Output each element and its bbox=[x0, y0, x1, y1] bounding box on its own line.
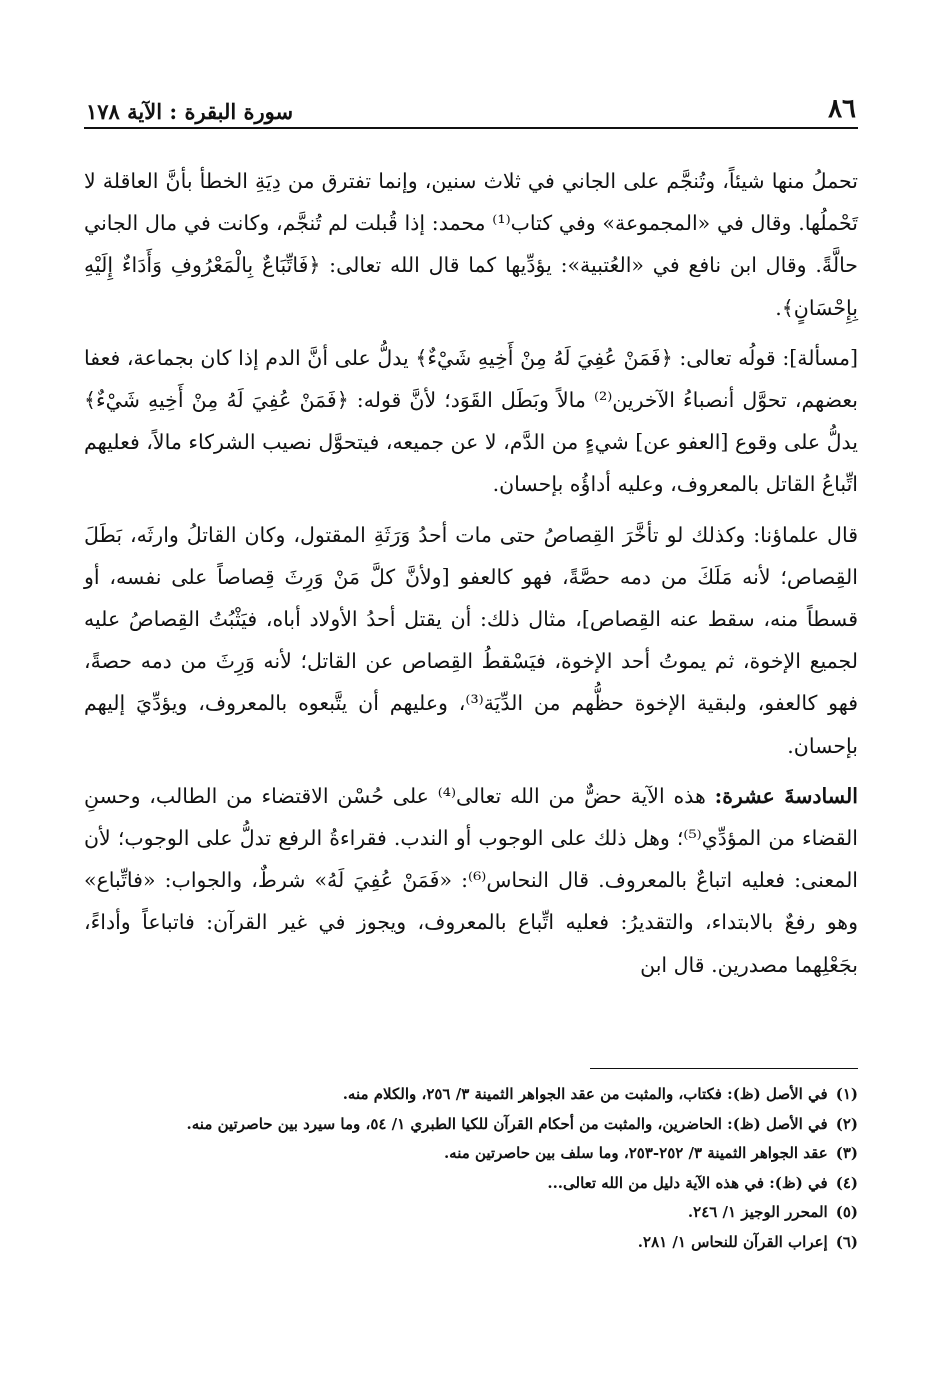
footnote-text: عقد الجواهر الثمينة ٣/ ٢٥٢-٢٥٣، وما سلف بين حاصرتين منه. bbox=[443, 1144, 828, 1162]
paragraph-1: تحملُ منها شيئاً، وتُنجَّم على الجاني في ثلاث سنين، وإنما تفترق من دِيَةِ الخطأ بأنَّ العاقلة لا تَحْملُها. وقال في «المجموعة» وفي كتاب⁽¹⁾ محمد: إذا قُبلت لم تُنجَّم، وكانت في مال الجاني حالَّةً. وقال ابن نافع في «العُتبية»: يؤدِّيها كما قال الله تعالى: ﴿فَاتِّبَاعٌ بِالْمَعْرُوفِ وَأَدَاءٌ إِلَيْهِ بِإِحْسَانٍ﴾. bbox=[84, 169, 859, 320]
paragraph-3: قال علماؤنا: وكذلك لو تأخَّرَ القِصاصُ حتى مات أحدُ وَرَثَةِ المقتول، وكان القاتلُ وارثَه، بَطَلَ القِصاص؛ لأنه مَلَكَ من دمه حصَّةً، فهو كالعفو [ولأنَّ كلَّ مَنْ وَرِثَ قِصاصاً على نفسه، أو قسطاً منه، سقط عنه القِصاص]، مثال ذلك: أن يقتل أحدُ الأولاد أباه، فيَثْبُتُ القِصاصُ عليه لجميع الإخوة، ثم يموتُ أحد الإخوة، فيَسْقطُ القِصاص عن القاتل؛ لأنه وَرِثَ من دمه حصةً، فهو كالعفو، ولبقية الإخوة حظُّهم من الدِّيَة⁽³⁾، وعليهم أن يتَّبعوه بالمعروف، ويؤدِّيَ إليهم بإحسان. bbox=[84, 522, 859, 758]
page-number: ٨٦ bbox=[828, 94, 856, 124]
footnote-text: في (ظ): في هذه الآية دليل من الله تعالى... bbox=[547, 1173, 828, 1192]
section-heading: السادسةَ عشرة: bbox=[714, 783, 858, 808]
footnote-number: (٤) bbox=[835, 1173, 858, 1192]
footnote-number: (١) bbox=[835, 1085, 858, 1103]
main-text bbox=[84, 160, 858, 986]
footnote bbox=[84, 1139, 858, 1169]
header-divider bbox=[84, 127, 858, 129]
footnote-number: (٢) bbox=[835, 1114, 858, 1133]
footnote-text: في الأصل (ظ): الحاضرين، والمثبت من أحكام القرآن للكيا الطبري ١/ ٥٤، وما سيرد بين حاصرتين منه. bbox=[186, 1114, 828, 1133]
footnote-number: (٦) bbox=[835, 1232, 858, 1251]
paragraph-4 bbox=[84, 775, 858, 986]
footnote-text: إعراب القرآن للنحاس ١/ ٢٨١. bbox=[637, 1232, 828, 1251]
running-title: سورة البقرة : الآية ١٧٨ bbox=[86, 99, 294, 124]
footnote-text: في الأصل (ظ): فكتاب، والمثبت من عقد الجواهر الثمينة ٣/ ٢٥٦، والكلام منه. bbox=[342, 1085, 828, 1103]
footnotes bbox=[84, 1080, 858, 1257]
footnote-number: (٣) bbox=[835, 1144, 858, 1162]
page-header bbox=[86, 88, 856, 124]
footnote bbox=[84, 1198, 858, 1228]
footnote-text: المحرر الوجيز ١/ ٢٤٦. bbox=[687, 1203, 828, 1221]
footnote bbox=[84, 1110, 858, 1140]
footnote bbox=[84, 1080, 858, 1110]
footnote bbox=[84, 1169, 858, 1199]
footnote bbox=[84, 1228, 858, 1258]
footnote-divider bbox=[590, 1068, 858, 1069]
footnote-number: (٥) bbox=[835, 1203, 858, 1221]
paragraph-2: [مسألة]: قولُه تعالى: ﴿فَمَنْ عُفِيَ لَهُ مِنْ أَخِيهِ شَيْءٌ﴾ يدلُّ على أنَّ الدم إذا كان بجماعة، فعفا بعضهم، تحوَّل أنصباءُ الآخرين⁽²⁾ مالاً وبَطَل القَوَد؛ لأنَّ قوله: ﴿فَمَنْ عُفِيَ لَهُ مِنْ أَخِيهِ شَيْءٌ﴾ يدلُّ على وقوع [العفو عن] شيءٍ من الدَّم، لا عن جميعه، فيتحوَّل نصيب الشركاء مالاً، فعليهم اتِّباعُ القاتل بالمعروف، وعليه أداؤُه بإحسان. bbox=[84, 345, 858, 497]
paragraph-4-text: هذه الآية حضٌّ من الله تعالى⁽⁴⁾ على حُسْن الاقتضاء من الطالب، وحسنِ القضاء من المؤدِّي⁽⁵⁾؛ وهل ذلك على الوجوب أو الندب. فقراءةُ الرفع تدلُّ على الوجوب؛ لأن المعنى: فعليه اتباعٌ بالمعروف. قال النحاس⁽⁶⁾: «فَمَنْ عُفِيَ لَهُ» شرطٌ، والجواب: «فاتِّباع» وهو رفعٌ بالابتداء، والتقديرُ: فعليه اتِّباع بالمعروف، ويجوز في غير القرآن: فاتباعاً وأداءً، بجَعْلِهما مصدرين. قال ابن bbox=[84, 783, 859, 977]
